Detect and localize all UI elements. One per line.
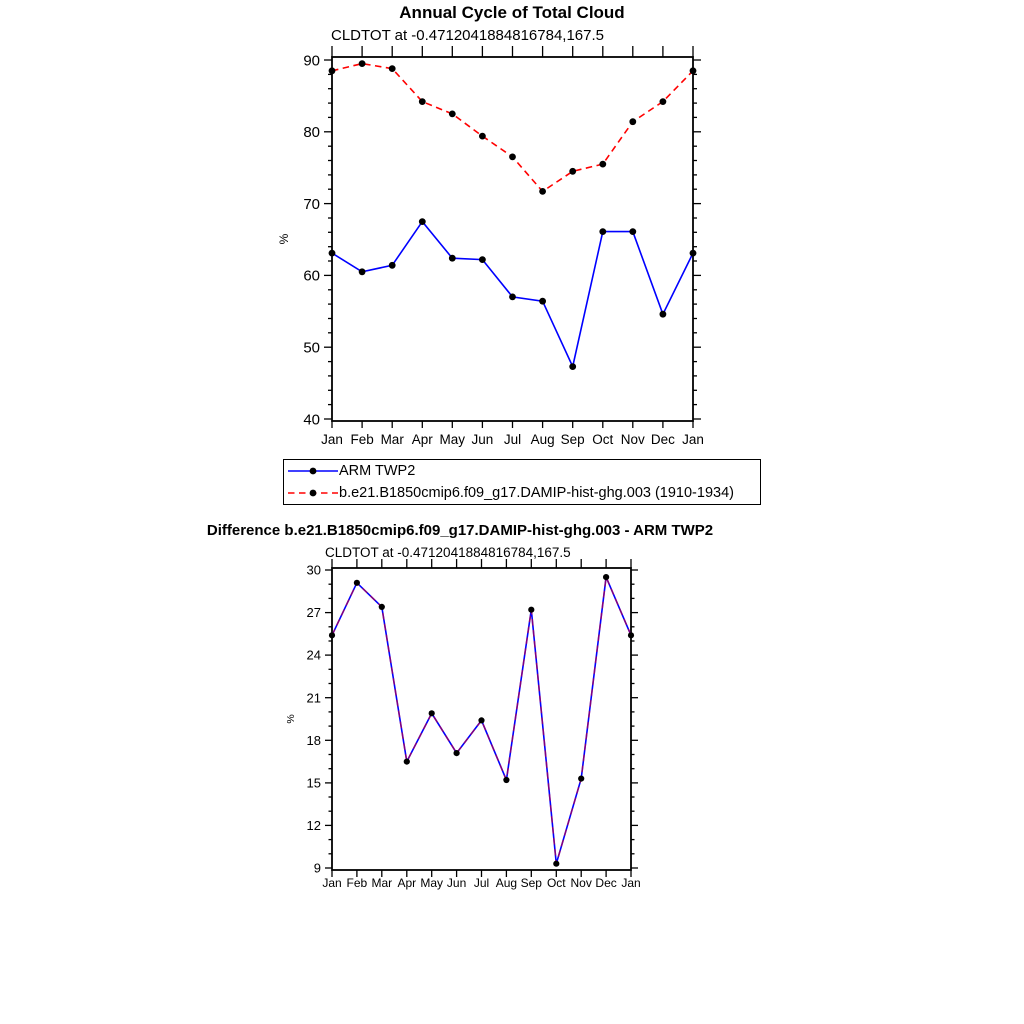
- data-point: [690, 250, 697, 257]
- y-axis-unit-label: %: [277, 233, 291, 245]
- data-point: [509, 294, 516, 301]
- x-axis-tick-labels: [322, 876, 640, 890]
- data-point: [528, 607, 534, 613]
- data-point: [478, 717, 484, 723]
- data-point: [449, 255, 456, 262]
- x-tick-label: Mar: [380, 432, 404, 447]
- x-tick-label: Sep: [520, 876, 542, 890]
- x-axis-ticks: [332, 46, 693, 428]
- series-difference: [329, 574, 634, 867]
- series-line: [332, 64, 693, 192]
- x-tick-label: Oct: [592, 432, 614, 447]
- x-tick-label: Apr: [411, 432, 433, 447]
- top-chart-title: Annual Cycle of Total Cloud: [399, 3, 625, 22]
- data-point: [359, 268, 366, 275]
- data-point: [509, 154, 516, 161]
- x-tick-label: Mar: [371, 876, 393, 890]
- x-axis-tick-labels: [321, 432, 704, 447]
- series-markers: [329, 218, 697, 370]
- data-point: [690, 67, 697, 74]
- data-point: [599, 228, 606, 235]
- top-chart-subtitle: CLDTOT at -0.4712041884816784,167.5: [331, 27, 604, 44]
- y-tick-label: 21: [306, 690, 321, 706]
- data-point: [329, 250, 336, 257]
- data-point: [389, 262, 396, 269]
- y-tick-label: 18: [306, 732, 321, 748]
- data-point: [419, 218, 426, 225]
- x-tick-label: Jul: [473, 876, 490, 890]
- y-axis-unit-label: %: [285, 714, 297, 724]
- y-tick-label: 90: [303, 52, 320, 70]
- data-point: [479, 133, 486, 140]
- x-tick-label: Nov: [570, 876, 592, 890]
- y-tick-label: 50: [303, 339, 320, 357]
- x-tick-label: Feb: [350, 432, 374, 447]
- x-tick-label: May: [439, 432, 466, 447]
- y-tick-label: 12: [306, 817, 321, 833]
- data-point: [569, 168, 576, 175]
- x-tick-label: Aug: [530, 432, 555, 447]
- data-point: [603, 574, 609, 580]
- data-point: [379, 604, 385, 610]
- y-tick-label: 80: [303, 124, 320, 142]
- y-tick-label: 60: [303, 267, 320, 285]
- x-tick-label: Jul: [503, 432, 522, 447]
- y-tick-label: 9: [313, 860, 321, 876]
- data-point: [578, 776, 584, 782]
- x-tick-label: Jun: [471, 432, 494, 447]
- data-point: [569, 363, 576, 370]
- legend-label-model: b.e21.B1850cmip6.f09_g17.DAMIP-hist-ghg.003 (1910-1934): [339, 484, 734, 501]
- difference-chart-plot: [285, 559, 641, 890]
- data-point: [629, 228, 636, 235]
- difference-chart-title: Difference b.e21.B1850cmip6.f09_g17.DAMIP-hist-ghg.003 - ARM TWP2: [206, 522, 714, 539]
- y-tick-label: 40: [303, 411, 320, 429]
- x-tick-label: May: [420, 876, 444, 890]
- x-tick-label: Oct: [546, 876, 566, 890]
- series-b-e21-b1850cmip6-f09-g17-damip-hist-ghg-: [329, 60, 697, 195]
- data-point: [503, 777, 509, 783]
- legend-item-model: [287, 482, 760, 503]
- data-point: [389, 65, 396, 72]
- x-tick-label: Dec: [595, 876, 617, 890]
- x-tick-label: Jun: [446, 876, 467, 890]
- blue-solid-line-sample-icon: [287, 465, 339, 477]
- red-dashed-line-sample-icon: [287, 487, 339, 499]
- data-point: [429, 710, 435, 716]
- data-point: [539, 298, 546, 305]
- top-chart-plot: [277, 46, 704, 447]
- data-point: [449, 111, 456, 118]
- y-tick-label: 15: [306, 775, 321, 791]
- legend-label-arm-twp2: ARM TWP2: [339, 463, 416, 480]
- data-point: [454, 750, 460, 756]
- y-axis-tick-labels: [303, 52, 320, 428]
- data-point: [539, 188, 546, 195]
- data-point: [660, 98, 667, 105]
- x-tick-label: Apr: [397, 876, 417, 890]
- data-point: [329, 632, 335, 638]
- x-tick-label: Feb: [346, 876, 368, 890]
- y-tick-label: 24: [306, 647, 321, 663]
- data-point: [404, 759, 410, 765]
- data-point: [354, 580, 360, 586]
- x-tick-label: Jan: [621, 876, 641, 890]
- legend-marker-dot: [310, 468, 317, 475]
- data-point: [628, 632, 634, 638]
- y-axis-tick-labels: [307, 563, 321, 876]
- x-tick-label: Jan: [321, 432, 343, 447]
- y-tick-label: 70: [303, 195, 320, 213]
- y-tick-label: 27: [306, 605, 321, 621]
- series-markers: [329, 60, 697, 195]
- x-tick-label: Nov: [620, 432, 645, 447]
- x-tick-label: Jan: [682, 432, 704, 447]
- x-tick-label: Dec: [650, 432, 675, 447]
- difference-chart-subtitle: CLDTOT at -0.4712041884816784,167.5: [325, 545, 571, 560]
- x-tick-label: Jan: [322, 876, 342, 890]
- data-point: [359, 60, 366, 67]
- data-point: [479, 256, 486, 263]
- data-point: [599, 161, 606, 168]
- data-point: [329, 67, 336, 74]
- legend-marker-dot: [310, 489, 317, 496]
- plot-frame: [332, 57, 693, 421]
- x-tick-label: Aug: [495, 876, 518, 890]
- y-tick-label: 30: [306, 562, 321, 578]
- legend: [283, 459, 761, 505]
- legend-item-arm-twp2: [287, 461, 760, 482]
- x-tick-label: Sep: [560, 432, 585, 447]
- data-point: [629, 118, 636, 125]
- data-point: [553, 861, 559, 867]
- series-arm-twp2: [329, 218, 697, 370]
- data-point: [419, 98, 426, 105]
- data-point: [660, 311, 667, 318]
